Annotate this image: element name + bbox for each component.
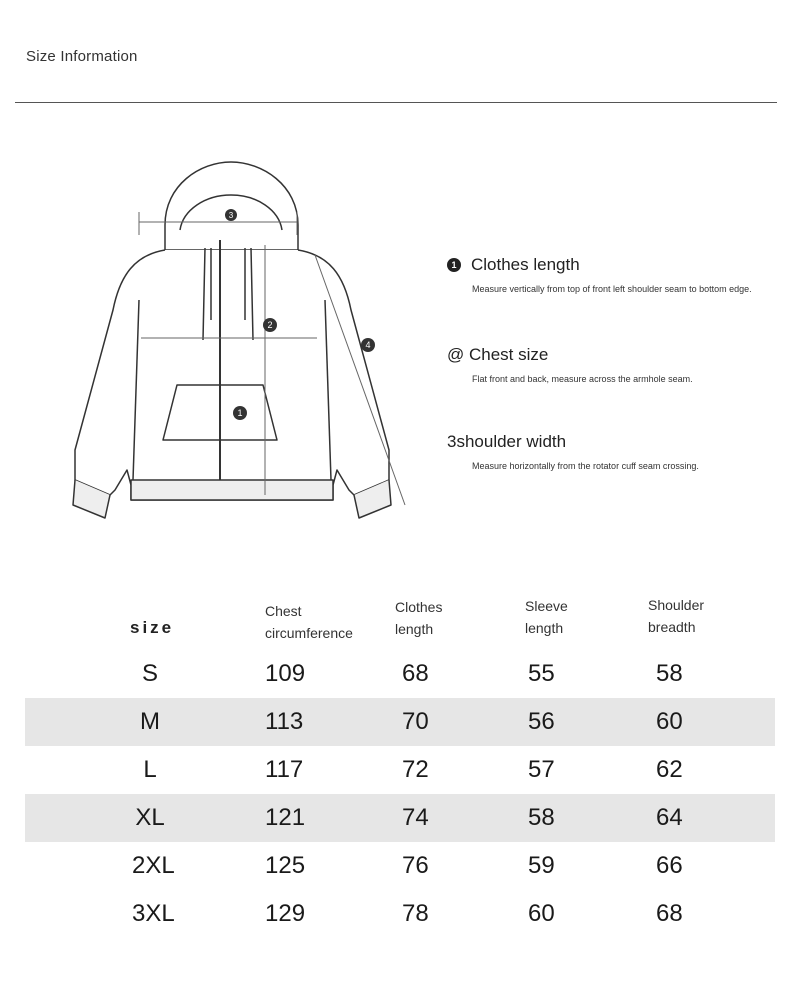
table-header-row [25,585,775,650]
cell-clothes-length: 68 [402,660,429,687]
cell-chest: 125 [265,852,306,879]
marker-3 [225,209,237,221]
table-row [25,890,775,938]
cell-shoulder-breadth: 68 [656,900,683,927]
legend-title: 3shoulder width [447,432,567,451]
cell-sleeve-length: 55 [528,660,555,687]
cell-size: L [143,756,157,783]
cell-shoulder-breadth: 58 [656,660,683,687]
cell-chest: 117 [265,756,304,783]
cell-clothes-length: 72 [402,756,429,783]
table-row [25,794,775,842]
cell-size: S [141,660,158,687]
cell-clothes-length: 74 [402,804,429,831]
legend-title: Clothes length [471,255,580,274]
header-clothes-length: Clothes length [395,599,443,637]
legend-clothes-length [447,255,767,296]
legend-shoulder-width [447,432,767,473]
table-row [25,698,775,746]
header-size: size [130,618,175,637]
cell-chest: 109 [265,660,306,687]
cell-chest: 129 [265,900,306,927]
cell-size: M [140,708,160,735]
cell-clothes-length: 76 [402,852,429,879]
marker-1 [233,406,247,420]
cell-shoulder-breadth: 60 [656,708,683,735]
svg-text:4: 4 [365,340,371,350]
svg-text:1: 1 [237,408,243,418]
marker-2 [263,318,277,332]
cell-clothes-length: 78 [402,900,429,927]
number-1-icon: 1 [447,258,461,272]
hoodie-diagram [55,150,435,530]
svg-text:2: 2 [267,320,273,330]
cell-sleeve-length: 57 [528,756,555,783]
cell-chest: 113 [265,708,304,735]
header-chest: Chest circumference [265,603,353,641]
legend-description: Measure vertically from top of front left shoulder seam to bottom edge. [472,284,752,294]
table-row [25,650,775,698]
svg-text:3: 3 [228,211,234,220]
cell-size: 3XL [132,900,175,927]
cell-shoulder-breadth: 64 [656,804,683,831]
table-row [25,842,775,890]
legend-description: Flat front and back, measure across the armhole seam. [472,374,693,384]
cell-shoulder-breadth: 62 [656,756,683,783]
size-table [25,585,775,938]
header-divider [15,102,777,103]
cell-sleeve-length: 59 [528,852,555,879]
cell-sleeve-length: 56 [528,708,555,735]
cell-size: XL [135,804,165,831]
marker-4 [361,338,375,352]
legend-description: Measure horizontally from the rotator cuff seam crossing. [472,461,699,471]
cell-chest: 121 [265,804,306,831]
cell-sleeve-length: 60 [528,900,555,927]
legend-chest-size [447,345,767,386]
header-sleeve-length: Sleeve length [525,598,568,636]
cell-size: 2XL [132,852,175,879]
cell-sleeve-length: 58 [528,804,555,831]
cell-clothes-length: 70 [402,708,429,735]
page-title: Size Information [26,48,138,65]
cell-shoulder-breadth: 66 [656,852,683,879]
table-row [25,746,775,794]
header-shoulder-breadth: Shoulder breadth [648,597,705,635]
legend-title: @ Chest size [447,345,549,364]
